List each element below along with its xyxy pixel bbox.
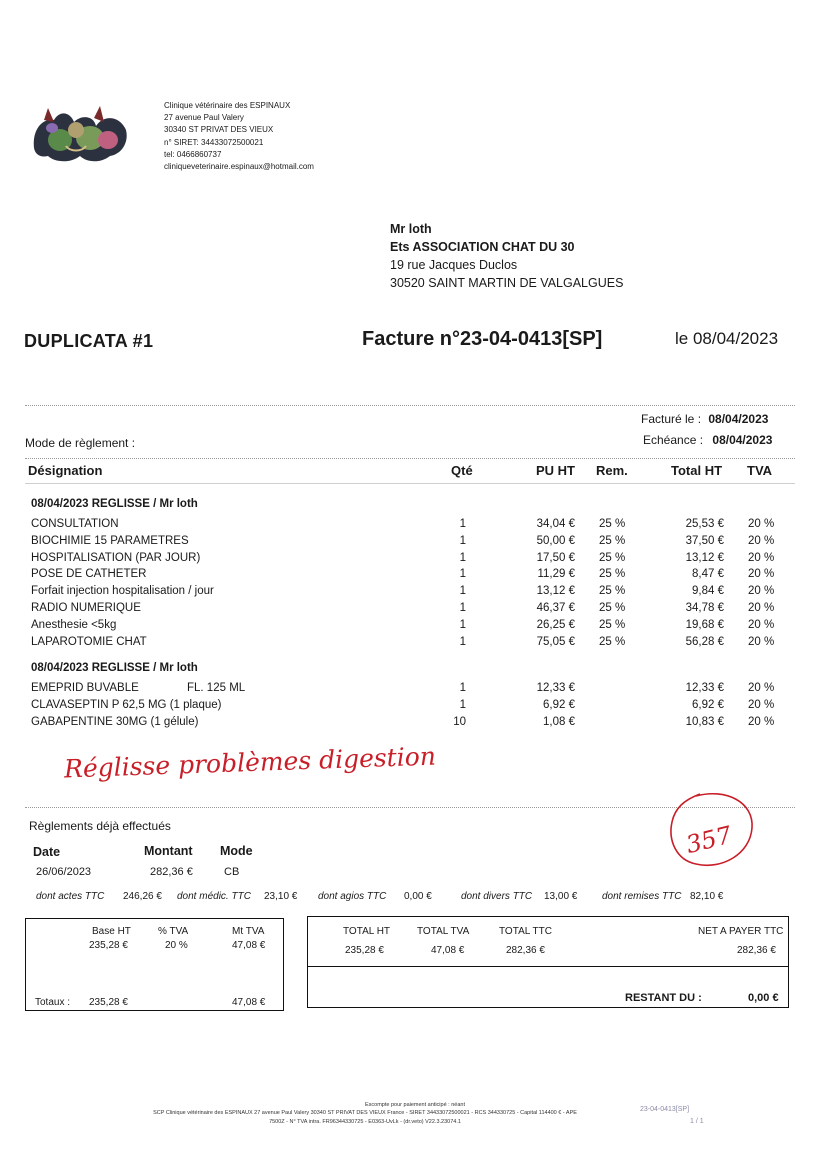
divers-value: 13,00 € — [544, 891, 578, 902]
item-discount: 25 % — [599, 635, 626, 648]
remises-value: 82,10 € — [690, 891, 724, 902]
clinic-info — [164, 100, 314, 173]
item-unit-price: 46,37 € — [536, 602, 575, 614]
divider — [25, 458, 795, 459]
item-unit-price: 12,33 € — [536, 682, 575, 694]
remises-label: dont remises TTC — [602, 891, 682, 902]
item-designation: CLAVASEPTIN P 62,5 MG (1 plaque) — [31, 698, 222, 711]
divers-label: dont divers TTC — [461, 891, 533, 902]
col-qte: Qté — [451, 463, 473, 478]
totals-mt: 47,08 € — [232, 997, 266, 1008]
item-vat: 20 % — [748, 602, 775, 614]
item-designation: GABAPENTINE 30MG (1 gélule) — [31, 715, 199, 728]
item-total: 19,68 € — [685, 618, 724, 631]
net-value: 282,36 € — [737, 945, 776, 956]
item-qty: 1 — [459, 602, 466, 614]
total-tva: 47,08 € — [431, 945, 465, 956]
item-total: 8,47 € — [692, 568, 724, 581]
item-qty: 1 — [459, 682, 466, 694]
item-discount: 25 % — [599, 551, 626, 564]
footer-line1: SCP Clinique vétérinaire des ESPINAUX 27 avenue Paul Valery 30340 ST PRIVAT DES VIEUX France - SIRET 34433072500021 - RCS 344330725 - Capital 114400 € - APE — [153, 1110, 577, 1116]
net-label: NET A PAYER TTC — [698, 926, 784, 937]
item-qty: 10 — [453, 715, 466, 728]
item-unit-price: 26,25 € — [536, 618, 575, 631]
item-qty: 1 — [459, 518, 466, 530]
total-ttc-label: TOTAL TTC — [499, 926, 552, 937]
clinic-address: 27 avenue Paul Valery — [164, 113, 244, 123]
item-extra: FL. 125 ML — [187, 682, 246, 694]
client-company: Ets ASSOCIATION CHAT DU 30 — [390, 240, 575, 254]
payment-mode: CB — [224, 866, 240, 878]
clinic-email: cliniqueveterinaire.espinaux@hotmail.com — [164, 162, 314, 172]
item-designation: LAPAROTOMIE CHAT — [31, 635, 147, 648]
item-discount: 25 % — [599, 568, 626, 581]
vat-pct: 20 % — [165, 940, 188, 951]
actes-label: dont actes TTC — [36, 891, 105, 902]
vat-col-pct: % TVA — [158, 926, 189, 937]
restant-label: RESTANT DU : — [625, 992, 702, 1004]
item-vat: 20 % — [748, 682, 775, 694]
col-total-ht: Total HT — [671, 463, 723, 478]
item-designation: Anesthesie <5kg — [31, 618, 117, 631]
item-qty: 1 — [459, 698, 466, 711]
clinic-siret: n° SIRET: 34433072500021 — [164, 137, 264, 147]
item-designation: BIOCHIMIE 15 PARAMETRES — [31, 534, 189, 547]
client-street: 19 rue Jacques Duclos — [390, 258, 518, 272]
item-qty: 1 — [459, 534, 466, 547]
section-title: 08/04/2023 REGLISSE / Mr loth — [31, 498, 198, 510]
item-unit-price: 50,00 € — [536, 534, 575, 547]
item-vat: 20 % — [748, 635, 775, 648]
total-ht: 235,28 € — [345, 945, 384, 956]
footer-line2: 7500Z - N° TVA intra. FR96344330725 - E0363-UvLk - (dr.veto) V22.3.23074.1 — [269, 1119, 461, 1125]
col-rem: Rem. — [596, 463, 628, 478]
item-total: 10,83 € — [685, 715, 724, 728]
footer-escompte: Escompte pour paiement anticipé : néant — [365, 1102, 465, 1108]
item-unit-price: 1,08 € — [543, 715, 575, 728]
item-discount: 25 % — [599, 585, 626, 598]
totals-divider — [308, 966, 789, 967]
item-total: 9,84 € — [692, 585, 724, 598]
divider — [25, 483, 795, 484]
client-city: 30520 SAINT MARTIN DE VALGALGUES — [390, 276, 624, 290]
item-designation: HOSPITALISATION (PAR JOUR) — [31, 551, 201, 564]
section-title: 08/04/2023 REGLISSE / Mr loth — [31, 662, 198, 674]
handwritten-note: Réglisse problèmes digestion — [63, 741, 437, 784]
agios-label: dont agios TTC — [318, 891, 387, 902]
echeance-label: Echéance : — [643, 433, 704, 447]
item-vat: 20 % — [748, 534, 775, 547]
payments-col-montant: Montant — [144, 844, 193, 858]
item-unit-price: 17,50 € — [536, 551, 575, 564]
item-vat: 20 % — [748, 518, 775, 530]
item-total: 6,92 € — [692, 698, 724, 711]
item-designation: EMEPRID BUVABLE — [31, 682, 139, 694]
item-total: 34,78 € — [685, 602, 724, 614]
item-unit-price: 13,12 € — [536, 585, 575, 598]
total-tva-label: TOTAL TVA — [417, 926, 470, 937]
circled-number: 357 — [683, 820, 735, 860]
agios-value: 0,00 € — [404, 891, 432, 902]
invoice-date: le 08/04/2023 — [675, 329, 779, 348]
client-address — [390, 220, 623, 292]
medic-label: dont médic. TTC — [177, 891, 251, 902]
totals-base: 235,28 € — [89, 997, 128, 1008]
item-qty: 1 — [459, 551, 466, 564]
vat-base: 235,28 € — [89, 940, 128, 951]
col-pu-ht: PU HT — [536, 463, 575, 478]
item-designation: RADIO NUMERIQUE — [31, 602, 141, 614]
item-unit-price: 6,92 € — [543, 698, 575, 711]
echeance — [643, 433, 772, 447]
clinic-name: Clinique vétérinaire des ESPINAUX — [164, 101, 291, 110]
actes-value: 246,26 € — [123, 891, 162, 902]
item-unit-price: 75,05 € — [536, 635, 575, 648]
facture-value: 08/04/2023 — [708, 412, 769, 426]
item-discount: 25 % — [599, 534, 626, 547]
item-qty: 1 — [459, 635, 466, 648]
item-discount: 25 % — [599, 518, 626, 530]
total-ht-label: TOTAL HT — [343, 926, 391, 937]
clinic-tel: tel: 0466860737 — [164, 149, 222, 159]
facture-le — [641, 412, 768, 426]
item-vat: 20 % — [748, 585, 775, 598]
payments-col-mode: Mode — [220, 844, 253, 858]
item-total: 56,28 € — [685, 635, 724, 648]
client-name: Mr loth — [390, 222, 432, 236]
echeance-value: 08/04/2023 — [712, 433, 773, 447]
medic-value: 23,10 € — [264, 891, 298, 902]
footer-page: 1 / 1 — [690, 1118, 704, 1125]
item-designation: POSE DE CATHETER — [31, 568, 147, 581]
invoice-number: Facture n°23-04-0413[SP] — [362, 328, 603, 350]
payment-date: 26/06/2023 — [36, 866, 92, 878]
item-total: 13,12 € — [685, 551, 724, 564]
clinic-logo-icon — [30, 100, 130, 168]
item-discount: 25 % — [599, 618, 626, 631]
mode-reglement-label: Mode de règlement : — [25, 436, 136, 450]
item-vat: 20 % — [748, 698, 775, 711]
col-designation: Désignation — [28, 463, 103, 478]
item-designation: CONSULTATION — [31, 518, 119, 530]
facture-label: Facturé le : — [641, 412, 702, 426]
item-discount: 25 % — [599, 602, 626, 614]
item-total: 12,33 € — [685, 682, 724, 694]
vat-col-base: Base HT — [92, 926, 131, 937]
payment-amount: 282,36 € — [150, 866, 193, 878]
item-vat: 20 % — [748, 551, 775, 564]
item-qty: 1 — [459, 568, 466, 581]
item-vat: 20 % — [748, 568, 775, 581]
vat-col-mt: Mt TVA — [232, 926, 265, 937]
item-qty: 1 — [459, 618, 466, 631]
clinic-city: 30340 ST PRIVAT DES VIEUX — [164, 125, 274, 135]
item-unit-price: 11,29 € — [537, 568, 575, 581]
item-qty: 1 — [459, 585, 466, 598]
duplicata-label: DUPLICATA #1 — [24, 331, 154, 351]
restant-value: 0,00 € — [748, 992, 779, 1004]
col-tva: TVA — [747, 463, 773, 478]
vat-mt: 47,08 € — [232, 940, 266, 951]
payments-col-date: Date — [33, 845, 61, 859]
item-unit-price: 34,04 € — [536, 518, 575, 530]
item-vat: 20 % — [748, 715, 775, 728]
divider — [25, 405, 795, 406]
footer-ref: 23-04-0413[SP] — [640, 1106, 690, 1113]
total-ttc: 282,36 € — [506, 945, 545, 956]
item-total: 25,53 € — [685, 518, 724, 530]
totals-label: Totaux : — [35, 997, 71, 1008]
item-vat: 20 % — [748, 618, 775, 631]
payments-title: Règlements déjà effectués — [29, 819, 171, 833]
item-designation: Forfait injection hospitalisation / jour — [31, 585, 214, 598]
item-total: 37,50 € — [685, 534, 724, 547]
